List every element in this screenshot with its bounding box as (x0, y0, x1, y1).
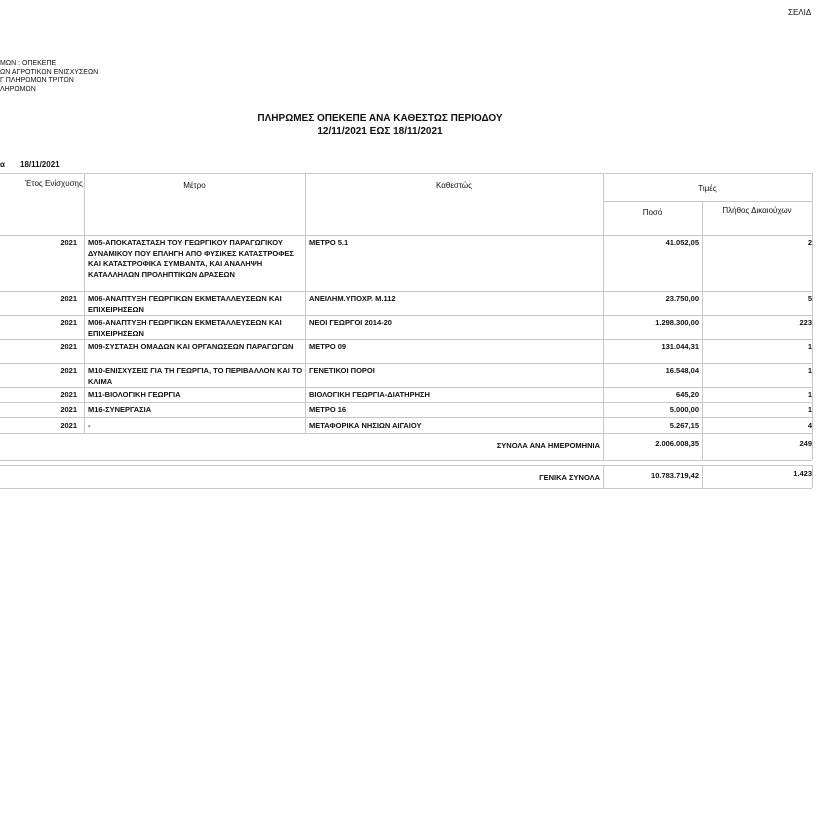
cell-status: ΜΕΤΑΦΟΡΙΚΑ ΝΗΣΙΩΝ ΑΙΓΑΙΟΥ (309, 421, 422, 430)
subtotal-border-bottom (0, 460, 812, 461)
grand-total-count: 1.423 (793, 469, 812, 478)
cell-year: 2021 (60, 421, 77, 430)
cell-amount: 131.044,31 (661, 342, 699, 351)
cell-measure: M06-ΑΝΑΠΤΥΞΗ ΓΕΩΡΓΙΚΩΝ ΕΚΜΕΤΑΛΛΕΥΣΕΩΝ ΚΑΙ ΕΠΙΧΕΙΡΗΣΕΩΝ (88, 318, 282, 338)
cell-count: 223 (799, 318, 812, 327)
cell-count: 2 (807, 238, 812, 247)
cell-measure: M16-ΣΥΝΕΡΓΑΣΙΑ (88, 405, 152, 414)
cell-count: 4 (807, 421, 812, 430)
cell-status: ΜΕΤΡΟ 09 (309, 342, 347, 351)
cell-year: 2021 (60, 366, 77, 375)
table-border-top (0, 173, 812, 174)
row-divider (0, 433, 812, 434)
row-divider (0, 417, 812, 418)
cell-count: 1 (807, 390, 812, 399)
row-divider (0, 339, 812, 340)
cell-count: 1 (807, 342, 812, 351)
date-label: α (0, 160, 5, 169)
cell-status: ΑΝΕΙΛΗΜ.ΥΠΟΧΡ. Μ.112 (309, 294, 396, 303)
cell-measure: M05-ΑΠΟΚΑΤΑΣΤΑΣΗ ΤΟΥ ΓΕΩΡΓΙΚΟΥ ΠΑΡΑΓΩΓΙΚΟΥ ΔΥΝΑΜΙΚΟΥ ΠΟΥ ΕΠΛΗΓΗ ΑΠΟ ΦΥΣΙΚΕΣ ΚΑΤΑΣΤΡΟΦΕΣ ΚΑΙ ΚΑΤΑΣΤΡΟΦΙΚΑ ΣΥΜΒΑΝΤΑ, ΚΑΙ ΑΝΑΛΗΨΗ ΚΑΤΑΛΛΗΛΩΝ ΠΡΟΛΗΠΤΙΚΩΝ ΔΡΑΣΕΩΝ (88, 238, 294, 279)
header-border-bottom (0, 235, 812, 236)
row-divider (0, 387, 812, 388)
column-divider (702, 201, 703, 460)
row-divider (0, 291, 812, 292)
organization-line: ΜΩΝ : ΟΠΕΚΕΠΕ (0, 60, 57, 67)
organization-block (0, 60, 98, 94)
row-divider (0, 402, 812, 403)
cell-year: 2021 (60, 294, 77, 303)
cell-measure: - (88, 421, 91, 430)
cell-year: 2021 (60, 390, 77, 399)
grand-total-amount: 10.783.719,42 (651, 471, 699, 480)
column-divider (702, 465, 703, 488)
cell-year: 2021 (60, 318, 77, 327)
cell-amount: 41.052,05 (665, 238, 699, 247)
cell-amount: 1.298.300,00 (655, 318, 699, 327)
row-divider (0, 315, 812, 316)
cell-status: ΝΕΟΙ ΓΕΩΡΓΟΙ 2014-20 (309, 318, 392, 327)
cell-amount: 23.750,00 (665, 294, 699, 303)
grand-total-border-top (0, 465, 812, 466)
report-title: ΠΛΗΡΩΜΕΣ ΟΠΕΚΕΠΕ ΑΝΑ ΚΑΘΕΣΤΩΣ ΠΕΡΙΟΔΟΥ (257, 113, 503, 124)
cell-year: 2021 (60, 405, 77, 414)
cell-measure: M11-ΒΙΟΛΟΓΙΚΗ ΓΕΩΡΓΙΑ (88, 390, 181, 399)
organization-line: Γ ΠΛΗΡΩΜΩΝ ΤΡΙΤΩΝ (0, 77, 74, 84)
column-divider (84, 173, 85, 433)
header-year: Έτος Ενίσχυσης (25, 179, 83, 188)
cell-measure: M09-ΣΥΣΤΑΣΗ ΟΜΑΔΩΝ ΚΑΙ ΟΡΓΑΝΩΣΕΩΝ ΠΑΡΑΓΩΓΩΝ (88, 342, 294, 351)
grand-total-label: ΓΕΝΙΚΑ ΣΥΝΟΛΑ (539, 473, 600, 482)
cell-amount: 16.548,04 (665, 366, 699, 375)
date-value: 18/11/2021 (20, 160, 60, 169)
daily-total-amount: 2.006.008,35 (655, 439, 699, 448)
cell-status: ΒΙΟΛΟΓΙΚΗ ΓΕΩΡΓΙΑ-ΔΙΑΤΗΡΗΣΗ (309, 390, 430, 399)
cell-count: 1 (807, 366, 812, 375)
cell-measure: M06-ΑΝΑΠΤΥΞΗ ΓΕΩΡΓΙΚΩΝ ΕΚΜΕΤΑΛΛΕΥΣΕΩΝ ΚΑΙ ΕΠΙΧΕΙΡΗΣΕΩΝ (88, 294, 282, 314)
header-divider (603, 201, 812, 202)
row-divider (0, 363, 812, 364)
cell-count: 1 (807, 405, 812, 414)
organization-line: ΩΝ ΑΓΡΟΤΙΚΩΝ ΕΝΙΣΧΥΣΕΩΝ (0, 68, 99, 76)
column-divider (305, 173, 306, 433)
organization-line: ΛΗΡΩΜΩΝ (0, 85, 36, 93)
grand-total-border-bottom (0, 488, 812, 489)
cell-year: 2021 (60, 342, 77, 351)
table-border-right (812, 465, 813, 488)
cell-status: ΜΕΤΡΟ 5.1 (309, 238, 349, 247)
cell-amount: 5.267,15 (669, 421, 699, 430)
report-period: 12/11/2021 ΕΩΣ 18/11/2021 (317, 126, 443, 137)
daily-total-label: ΣΥΝΟΛΑ ΑΝΑ ΗΜΕΡΟΜΗΝΙΑ (496, 441, 600, 450)
cell-amount: 645,20 (676, 390, 699, 399)
cell-status: ΜΕΤΡΟ 16 (309, 405, 347, 414)
cell-count: 5 (807, 294, 812, 303)
header-status: Καθεστώς (436, 181, 472, 190)
header-values: Τιμές (698, 184, 717, 193)
table-border-right (812, 173, 813, 460)
header-amount: Ποσό (642, 208, 663, 217)
cell-measure: M10-ΕΝΙΣΧΥΣΕΙΣ ΓΙΑ ΤΗ ΓΕΩΡΓΙΑ, ΤΟ ΠΕΡΙΒΑΛΛΟΝ ΚΑΙ ΤΟ ΚΛΙΜΑ (88, 366, 303, 386)
cell-amount: 5.000,00 (669, 405, 699, 414)
page-label: ΣΕΛΙΔ (788, 8, 812, 17)
header-count: Πλήθος Δικαιούχων (722, 206, 792, 215)
daily-total-count: 249 (799, 439, 812, 448)
cell-status: ΓΕΝΕΤΙΚΟΙ ΠΟΡΟΙ (309, 366, 375, 375)
header-measure: Μέτρο (183, 181, 206, 190)
cell-year: 2021 (60, 238, 77, 247)
